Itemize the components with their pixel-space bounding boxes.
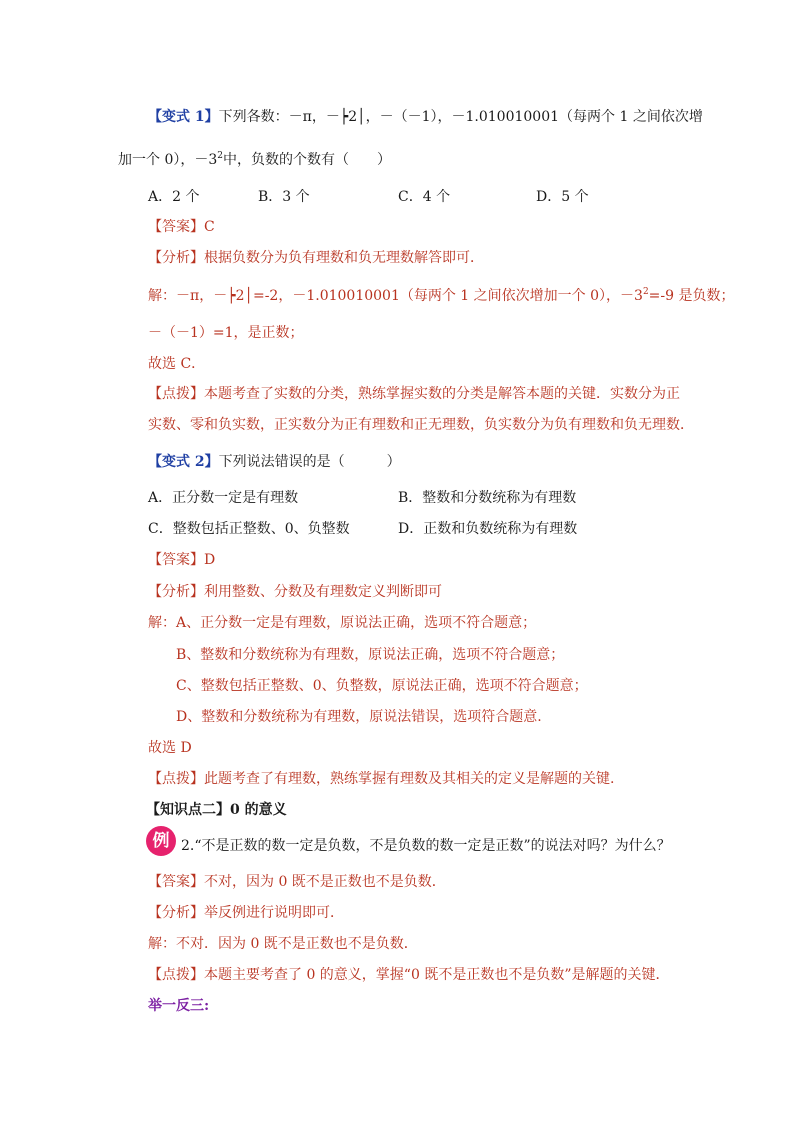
variant1-option-b[interactable]: B．3 个 [258, 189, 310, 205]
variant1-note-line1: 【点拨】本题考查了实数的分类，熟练掌握实数的分类是解答本题的关键．实数分为正 [148, 386, 680, 402]
note-tag: 【点拨】 [148, 386, 204, 402]
variant1-option-d[interactable]: D．5 个 [536, 189, 589, 205]
variant2-solution-b: B、整数和分数统称为有理数，原说法正确，选项不符合题意； [176, 647, 565, 663]
variant1-note-line2: 实数、零和负实数，正实数分为正有理数和正无理数，负实数分为负有理数和负无理数． [148, 417, 694, 433]
variant1-question-text: 下列各数：－π，－┝2│，－（－1），－1.010010001（每两个 1 之间依次增 [218, 109, 703, 125]
variant2-solution-a: 解：A、正分数一定是有理数，原说法正确，选项不符合题意； [148, 615, 537, 631]
variant2-option-b[interactable]: B．整数和分数统称为有理数 [398, 490, 577, 506]
analysis-tag: 【分析】 [148, 250, 204, 266]
variant2-option-c[interactable]: C．整数包括正整数、0、负整数 [148, 521, 350, 537]
answer-tag: 【答案】 [148, 219, 204, 235]
variant2-answer: 【答案】D [148, 552, 216, 568]
analysis-tag: 【分析】 [148, 584, 204, 600]
variant2-solution-d: D、整数和分数统称为有理数，原说法错误，选项符合题意. [176, 709, 542, 725]
example-analysis: 【分析】举反例进行说明即可． [148, 905, 344, 921]
variant2-note: 【点拨】此题考查了有理数，熟练掌握有理数及其相关的定义是解题的关键. [148, 771, 615, 787]
example-badge-icon: 例 [146, 826, 176, 856]
variant1-solution-line1: 解：－π，－┝2│=-2，－1.010010001（每两个 1 之间依次增加一个 0），$-3^2=-9$ 是负数； [148, 287, 735, 304]
variant1-solution-line2: －（－1）=1，是正数； [148, 325, 304, 341]
variant1-question-line1 [148, 107, 703, 127]
variant2-choose: 故选 D [148, 740, 192, 756]
example-answer: 【答案】不对，因为 0 既不是正数也不是负数． [148, 874, 446, 890]
answer-tag: 【答案】 [148, 552, 204, 568]
variant1-question-line2: 加一个 0），$-3^2$中，负数的个数有（ ） [118, 151, 391, 168]
note-tag: 【点拨】 [148, 771, 204, 787]
knowledge-point-title: 【知识点二】0 的意义 [146, 802, 287, 818]
variant1-option-c[interactable]: C．4 个 [398, 189, 451, 205]
variant2-option-d[interactable]: D．正数和负数统称为有理数 [398, 521, 578, 537]
variant1-tag: 【变式 1】 [148, 109, 219, 125]
variant1-analysis: 【分析】根据负数分为负有理数和负无理数解答即可． [148, 250, 484, 266]
variant2-analysis: 【分析】利用整数、分数及有理数定义判断即可 [148, 584, 442, 600]
example-solution: 解：不对．因为 0 既不是正数也不是负数． [148, 936, 418, 952]
analysis-tag: 【分析】 [148, 905, 204, 921]
practice-heading: 举一反三: [148, 998, 210, 1014]
variant2-solution-c: C、整数包括正整数、0、负整数，原说法正确，选项不符合题意； [176, 678, 588, 694]
variant1-choose: 故选 C． [148, 356, 206, 372]
variant2-tag: 【变式 2】 [148, 454, 219, 470]
variant2-option-a[interactable]: A．正分数一定是有理数 [148, 490, 299, 506]
variant2-question: 【变式 2】下列说法错误的是（ ） [148, 454, 401, 470]
note-tag: 【点拨】 [148, 967, 204, 983]
variant1-answer: 【答案】C [148, 219, 215, 235]
answer-tag: 【答案】 [148, 874, 204, 890]
example-question: 2.“不是正数的数一定是负数，不是负数的数一定是正数”的说法对吗？为什么？ [181, 838, 671, 854]
variant1-option-a[interactable]: A．2 个 [148, 189, 200, 205]
example-note: 【点拨】本题主要考查了 0 的意义，掌握“0 既不是正数也不是负数”是解题的关键． [148, 967, 670, 983]
